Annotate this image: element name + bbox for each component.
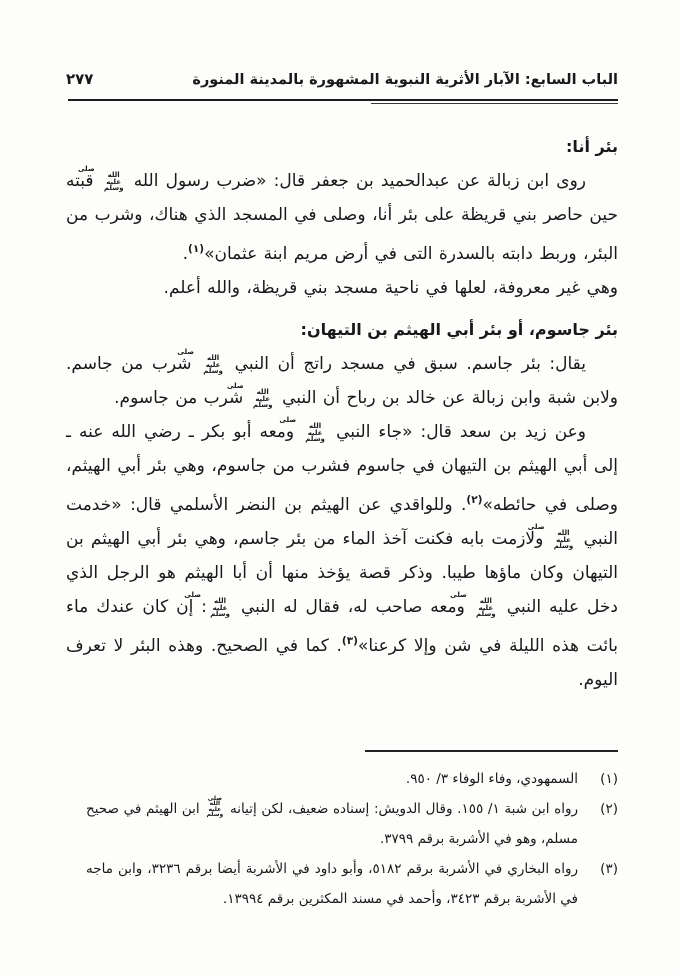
pbuh-honorific-stamp: صلى الله عليه وسلم bbox=[450, 590, 496, 618]
pbuh-honorific-stamp: صلى الله عليه وسلم bbox=[527, 522, 574, 550]
pbuh-honorific-stamp: صلى الله عليه وسلم bbox=[184, 590, 230, 618]
footnote-ref: (٣) bbox=[341, 635, 358, 647]
section-heading: بئر جاسوم، أو بئر أبي الهيثم بن التيهان: bbox=[300, 320, 618, 339]
pbuh-honorific-stamp: صلى الله عليه وسلم bbox=[226, 381, 273, 409]
pbuh-honorific-stamp: صلى الله عليه وسلم bbox=[177, 347, 223, 375]
footnote-marker: (١) bbox=[600, 771, 618, 787]
footnote-text: رواه ابن شبة ١/ ١٥٥. وقال الدويش: إسناده ضعيف، لكن إتيانه صلى الله عليه وسلم ابن الهيثم في صحيح مسلم، وهو في الأشربة برقم ٣٧٩٩. bbox=[86, 794, 578, 847]
section-heading: بئر أنا: bbox=[566, 137, 618, 156]
footnote bbox=[86, 764, 618, 794]
body-paragraph: روى ابن زبالة عن عبدالحميد بن جعفر قال: «ضرب رسول الله صلى الله عليه وسلم قبته حين حاصر بني قريظة على بئر أنا، وصلى في المسجد الذي هناك، وشرب من البئر، وربط دابته بالسدرة التى في أرض مريم ابنة عثمان»$^{(١)}$. bbox=[66, 164, 618, 264]
footnote bbox=[86, 854, 618, 914]
body-paragraph: يقال: بئر جاسم. سبق في مسجد راتج أن النبي صلى الله عليه وسلم شرب من جاسم. ولابن شبة وابن زبالة عن خالد بن رباح أن النبي صلى الله عليه وسلم شرب من جاسوم. bbox=[66, 347, 618, 409]
footnote-marker: (٣) bbox=[600, 861, 618, 877]
header-rule bbox=[68, 99, 618, 101]
body-text bbox=[66, 130, 618, 697]
page-header bbox=[66, 70, 618, 88]
footnote bbox=[86, 794, 618, 854]
footnote-ref: (٢) bbox=[466, 494, 483, 506]
footnote-marker: (٢) bbox=[600, 801, 618, 817]
footnote-text: رواه البخاري في الأشربة برقم ٥١٨٢، وأبو داود في الأشربة أيضا برقم ٣٢٣٦، وابن ماجه في الأشربة برقم ٣٤٢٣، وأحمد في مسند المكثرين برقم ١٣٩٩٤. bbox=[86, 861, 579, 907]
body-paragraph: وعن زيد بن سعد قال: «جاء النبي صلى الله عليه وسلم ومعه أبو بكر ـ رضي الله عنه ـ إلى أبي الهيثم بن التيهان في جاسوم فشرب من جاسوم، وهي بئر أبي الهيثم، وصلى في حائطه»$^{(٢)}$. وللواقدي عن الهيثم بن النضر الأسلمي قال: «خدمت النبي صلى الله عليه وسلم ولازمت بابه فكنت آخذ الماء من بئر جاسم، وهي بئر أبي الهيثم بن التيهان وكان ماؤها طيبا. وذكر قصة يؤخذ منها أن أبا الهيثم هو الرجل الذي دخل عليه النبي صلى الله عليه وسلم ومعه صاحب له، فقال له النبي صلى الله عليه وسلم: إن كان عندك ماء بائت هذه الليلة في شن وإلا كرعنا»$^{(٣)}$. كما في الصحيح. وهذه البئر لا تعرف اليوم. bbox=[66, 415, 618, 690]
footnote-text: السمهودي، وفاء الوفاء ٣/ ٩٥٠. bbox=[405, 771, 578, 787]
footnote-separator bbox=[365, 750, 618, 752]
pbuh-honorific-stamp: صلى الله عليه وسلم bbox=[206, 794, 224, 818]
pbuh-honorific-stamp: صلى الله عليه وسلم bbox=[77, 164, 124, 192]
page-number: ٢٧٧ bbox=[66, 70, 94, 88]
body-paragraph: وهي غير معروفة، لعلها في ناحية مسجد بني قريظة، والله أعلم. bbox=[163, 278, 618, 298]
chapter-title: الباب السابع: الآبار الأثرية النبوية المشهورة بالمدينة المنورة bbox=[192, 72, 618, 88]
pbuh-honorific-stamp: صلى الله عليه وسلم bbox=[279, 415, 325, 443]
footnotes bbox=[86, 764, 618, 914]
footnote-area bbox=[86, 750, 618, 914]
footnote-ref: (١) bbox=[188, 243, 205, 255]
